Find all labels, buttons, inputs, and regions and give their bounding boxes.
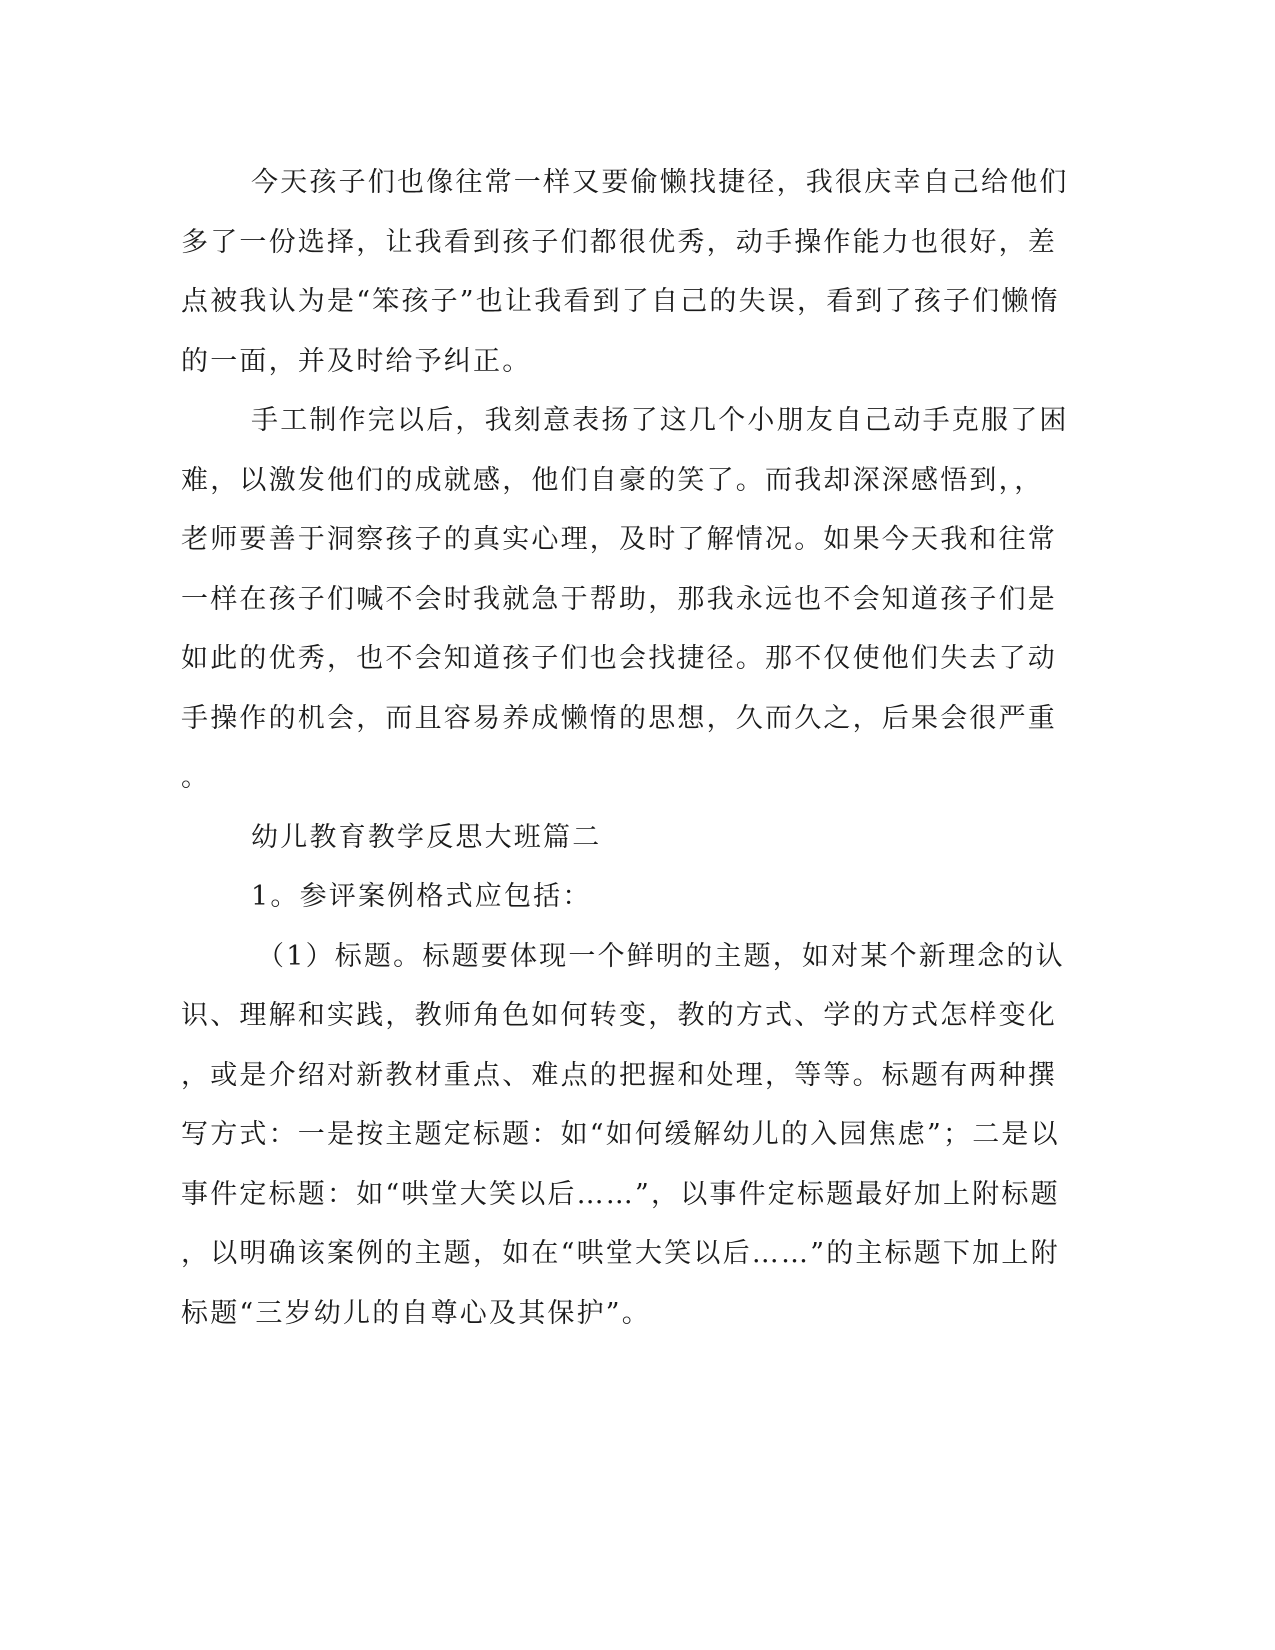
text-line: ，或是介绍对新教材重点、难点的把握和处理，等等。标题有两种撰	[181, 1059, 1057, 1091]
text-line: 今天孩子们也像往常一样又要偷懒找捷径，我很庆幸自己给他们	[251, 167, 1069, 198]
text-line: 手工制作完以后，我刻意表扬了这几个小朋友自己动手克服了困	[251, 405, 1069, 436]
text-line: 多了一份选择，让我看到孩子们都很优秀，动手操作能力也很好，差	[181, 226, 1057, 258]
text-line: （1）标题。标题要体现一个鲜明的主题，如对某个新理念的认	[257, 940, 1065, 972]
document-body	[181, 153, 1069, 1343]
text-line: 老师要善于洞察孩子的真实心理，及时了解情况。如果今天我和往常	[181, 524, 1057, 555]
text-line: 手操作的机会，而且容易养成懒惰的思想，久而久之，后果会很严重	[181, 702, 1057, 734]
text-line: 识、理解和实践，教师角色如何转变，教的方式、学的方式怎样变化	[181, 1000, 1057, 1031]
section-heading: 幼儿教育教学反思大班篇二	[251, 821, 602, 853]
text-line: 点被我认为是“笨孩子”也让我看到了自己的失误，看到了孩子们懒惰	[181, 286, 1060, 317]
text-line: 事件定标题：如“哄堂大笑以后……”，以事件定标题最好加上附标题	[181, 1178, 1060, 1210]
list-item-heading: 1。参评案例格式应包括：	[251, 881, 592, 912]
text-line: 难，以激发他们的成就感，他们自豪的笑了。而我却深深感悟到，，	[181, 464, 1044, 496]
text-line: 一样在孩子们喊不会时我就急于帮助，那我永远也不会知道孩子们是	[181, 583, 1057, 615]
text-line: 标题“三岁幼儿的自尊心及其保护”。	[181, 1297, 652, 1329]
text-line: 。	[181, 762, 211, 793]
text-line: ，以明确该案例的主题，如在“哄堂大笑以后……”的主标题下加上附	[181, 1238, 1060, 1269]
text-line: 如此的优秀，也不会知道孩子们也会找捷径。那不仅使他们失去了动	[181, 643, 1057, 674]
text-line: 写方式：一是按主题定标题：如“如何缓解幼儿的入园焦虑”；二是以	[181, 1119, 1060, 1150]
text-line: 的一面，并及时给予纠正。	[181, 345, 532, 377]
